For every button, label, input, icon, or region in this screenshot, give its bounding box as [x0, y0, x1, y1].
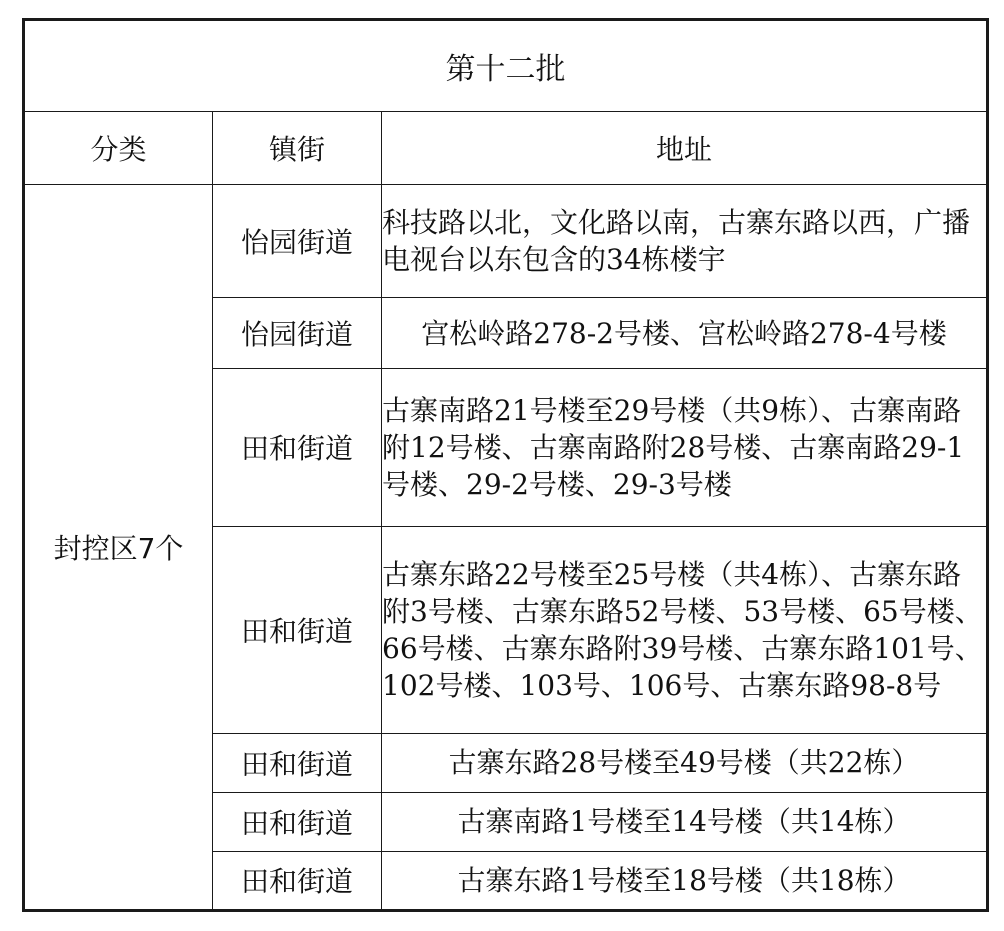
header-category: 分类 [24, 112, 213, 184]
table-title: 第十二批 [24, 20, 988, 112]
address-cell: 古寨东路22号楼至25号楼（共4栋）、古寨东路附3号楼、古寨东路52号楼、53号楼、65号楼、66号楼、古寨东路附39号楼、古寨东路101号、102号楼、103号、106号、古寨东路98-8号 [382, 526, 988, 734]
category-cell: 封控区7个 [24, 184, 213, 910]
title-row [24, 20, 988, 112]
lockdown-area-table [22, 18, 989, 912]
address-cell: 宫松岭路278-2号楼、宫松岭路278-4号楼 [382, 297, 988, 368]
address-cell: 科技路以北，文化路以南，古寨东路以西，广播电视台以东包含的34栋楼宇 [382, 184, 988, 297]
street-cell: 怡园街道 [213, 184, 382, 297]
header-row [24, 112, 988, 184]
street-cell: 田和街道 [213, 526, 382, 734]
table-row [24, 184, 988, 297]
header-address: 地址 [382, 112, 988, 184]
address-cell: 古寨南路21号楼至29号楼（共9栋）、古寨南路附12号楼、古寨南路附28号楼、古寨南路29-1号楼、29-2号楼、29-3号楼 [382, 369, 988, 527]
street-cell: 田和街道 [213, 734, 382, 792]
address-cell: 古寨东路1号楼至18号楼（共18栋） [382, 851, 988, 910]
street-cell: 怡园街道 [213, 297, 382, 368]
street-cell: 田和街道 [213, 851, 382, 910]
street-cell: 田和街道 [213, 792, 382, 851]
address-cell: 古寨东路28号楼至49号楼（共22栋） [382, 734, 988, 792]
header-street: 镇街 [213, 112, 382, 184]
street-cell: 田和街道 [213, 369, 382, 527]
address-cell: 古寨南路1号楼至14号楼（共14栋） [382, 792, 988, 851]
